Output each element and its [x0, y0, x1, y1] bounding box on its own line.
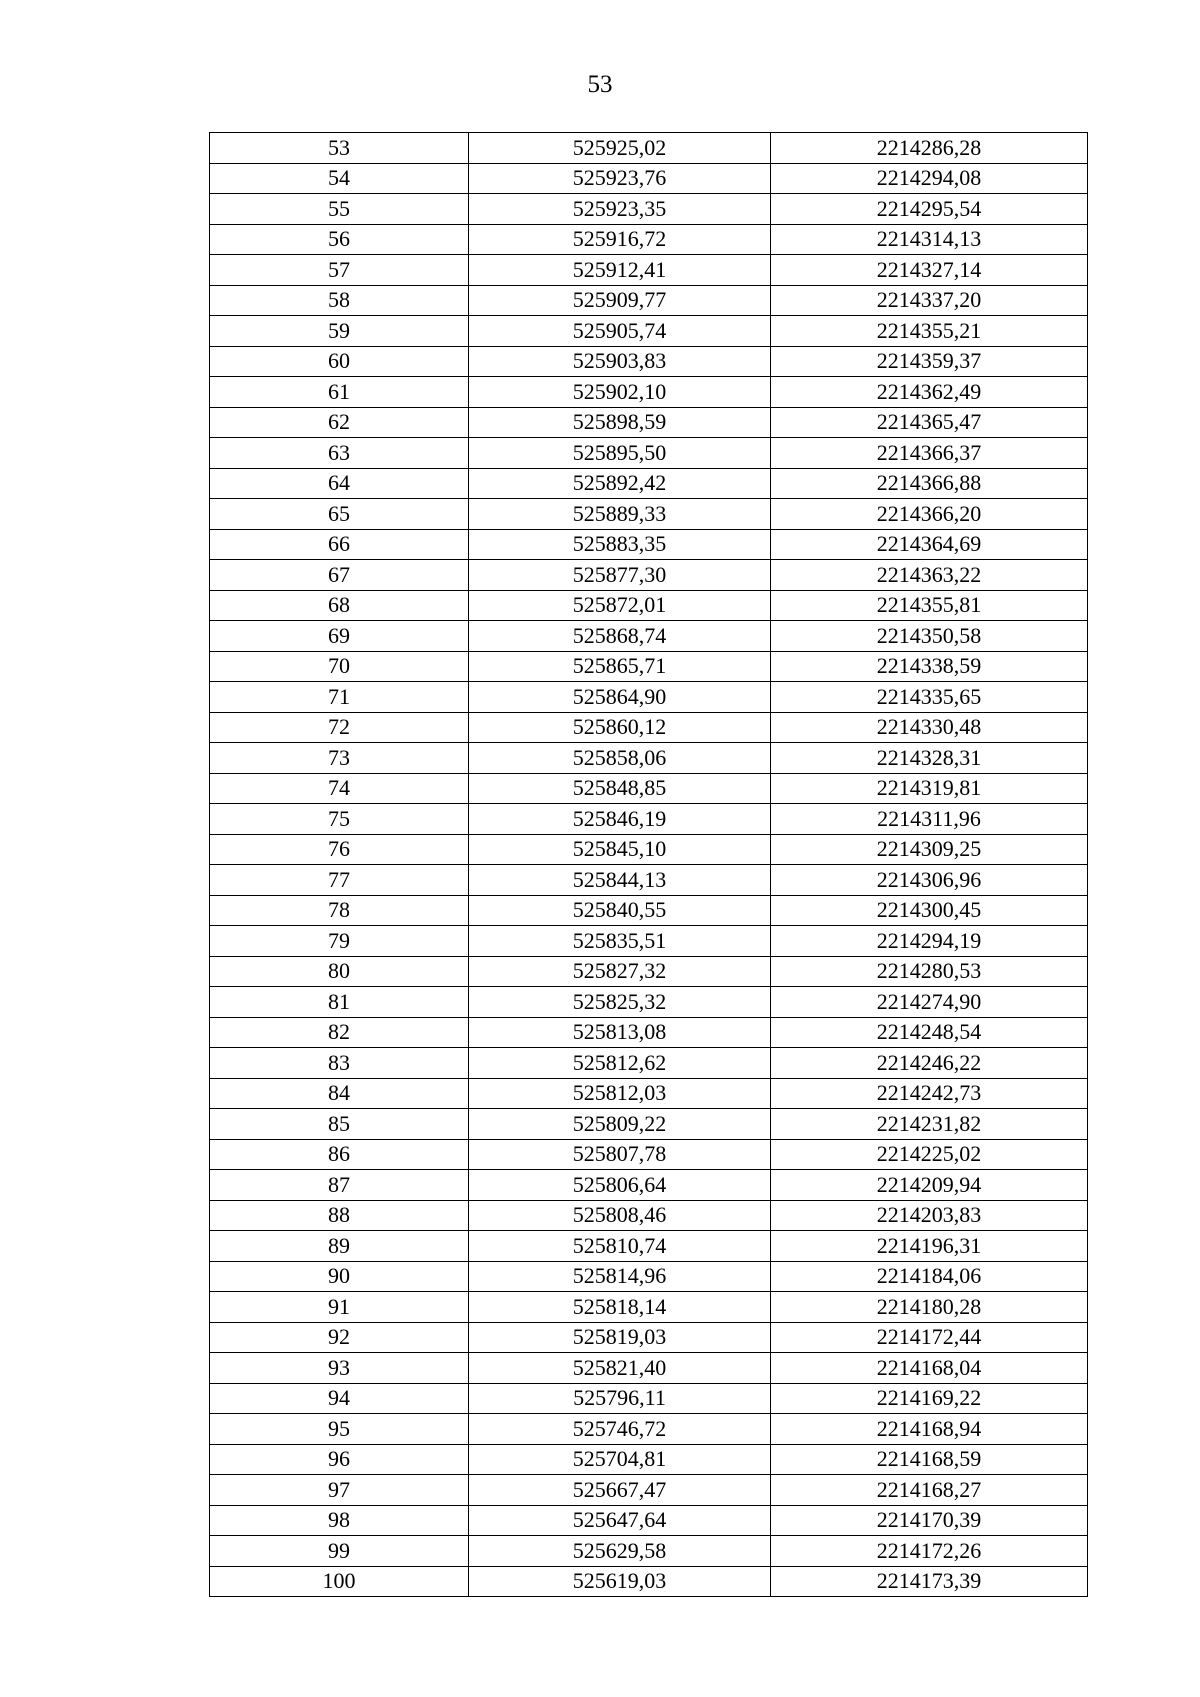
table-row — [210, 133, 1088, 164]
point-number-cell: 100 — [210, 1566, 469, 1597]
x-coordinate-cell: 525865,71 — [469, 651, 771, 682]
y-coordinate-cell: 2214306,96 — [771, 865, 1088, 896]
point-number-cell: 62 — [210, 407, 469, 438]
point-number-cell: 82 — [210, 1017, 469, 1048]
point-number-cell: 61 — [210, 377, 469, 408]
x-coordinate-cell: 525923,35 — [469, 194, 771, 225]
x-coordinate-cell: 525848,85 — [469, 773, 771, 804]
y-coordinate-cell: 2214168,27 — [771, 1475, 1088, 1506]
y-coordinate-cell: 2214172,26 — [771, 1536, 1088, 1567]
x-coordinate-cell: 525872,01 — [469, 590, 771, 621]
x-coordinate-cell: 525844,13 — [469, 865, 771, 896]
point-number-cell: 90 — [210, 1261, 469, 1292]
table-row — [210, 1322, 1088, 1353]
table-row — [210, 224, 1088, 255]
point-number-cell: 66 — [210, 529, 469, 560]
point-number-cell: 84 — [210, 1078, 469, 1109]
point-number-cell: 91 — [210, 1292, 469, 1323]
x-coordinate-cell: 525864,90 — [469, 682, 771, 713]
table-row — [210, 621, 1088, 652]
x-coordinate-cell: 525895,50 — [469, 438, 771, 469]
y-coordinate-cell: 2214359,37 — [771, 346, 1088, 377]
x-coordinate-cell: 525809,22 — [469, 1109, 771, 1140]
table-row — [210, 1414, 1088, 1445]
table-row — [210, 712, 1088, 743]
point-number-cell: 71 — [210, 682, 469, 713]
x-coordinate-cell: 525629,58 — [469, 1536, 771, 1567]
y-coordinate-cell: 2214180,28 — [771, 1292, 1088, 1323]
table-row — [210, 834, 1088, 865]
x-coordinate-cell: 525619,03 — [469, 1566, 771, 1597]
x-coordinate-cell: 525806,64 — [469, 1170, 771, 1201]
table-row — [210, 743, 1088, 774]
x-coordinate-cell: 525810,74 — [469, 1231, 771, 1262]
y-coordinate-cell: 2214328,31 — [771, 743, 1088, 774]
x-coordinate-cell: 525898,59 — [469, 407, 771, 438]
table-row — [210, 1292, 1088, 1323]
point-number-cell: 88 — [210, 1200, 469, 1231]
point-number-cell: 75 — [210, 804, 469, 835]
table-row — [210, 590, 1088, 621]
coordinates-table — [209, 132, 1088, 1597]
point-number-cell: 85 — [210, 1109, 469, 1140]
y-coordinate-cell: 2214231,82 — [771, 1109, 1088, 1140]
table-row — [210, 865, 1088, 896]
table-row — [210, 1383, 1088, 1414]
x-coordinate-cell: 525909,77 — [469, 285, 771, 316]
x-coordinate-cell: 525796,11 — [469, 1383, 771, 1414]
y-coordinate-cell: 2214225,02 — [771, 1139, 1088, 1170]
y-coordinate-cell: 2214246,22 — [771, 1048, 1088, 1079]
y-coordinate-cell: 2214184,06 — [771, 1261, 1088, 1292]
y-coordinate-cell: 2214294,19 — [771, 926, 1088, 957]
y-coordinate-cell: 2214295,54 — [771, 194, 1088, 225]
point-number-cell: 60 — [210, 346, 469, 377]
point-number-cell: 58 — [210, 285, 469, 316]
table-row — [210, 407, 1088, 438]
x-coordinate-cell: 525860,12 — [469, 712, 771, 743]
point-number-cell: 97 — [210, 1475, 469, 1506]
table-row — [210, 1475, 1088, 1506]
x-coordinate-cell: 525807,78 — [469, 1139, 771, 1170]
y-coordinate-cell: 2214168,04 — [771, 1353, 1088, 1384]
point-number-cell: 96 — [210, 1444, 469, 1475]
y-coordinate-cell: 2214364,69 — [771, 529, 1088, 560]
x-coordinate-cell: 525923,76 — [469, 163, 771, 194]
table-row — [210, 1139, 1088, 1170]
point-number-cell: 87 — [210, 1170, 469, 1201]
y-coordinate-cell: 2214168,59 — [771, 1444, 1088, 1475]
y-coordinate-cell: 2214170,39 — [771, 1505, 1088, 1536]
table-row — [210, 1017, 1088, 1048]
table-row — [210, 1200, 1088, 1231]
x-coordinate-cell: 525912,41 — [469, 255, 771, 286]
table-row — [210, 1444, 1088, 1475]
point-number-cell: 55 — [210, 194, 469, 225]
y-coordinate-cell: 2214366,88 — [771, 468, 1088, 499]
x-coordinate-cell: 525845,10 — [469, 834, 771, 865]
y-coordinate-cell: 2214209,94 — [771, 1170, 1088, 1201]
page-number: 53 — [587, 71, 613, 98]
point-number-cell: 95 — [210, 1414, 469, 1445]
table-row — [210, 316, 1088, 347]
x-coordinate-cell: 525825,32 — [469, 987, 771, 1018]
table-row — [210, 651, 1088, 682]
y-coordinate-cell: 2214309,25 — [771, 834, 1088, 865]
point-number-cell: 77 — [210, 865, 469, 896]
coordinates-table-body — [210, 133, 1088, 1597]
point-number-cell: 54 — [210, 163, 469, 194]
point-number-cell: 76 — [210, 834, 469, 865]
table-row — [210, 529, 1088, 560]
y-coordinate-cell: 2214363,22 — [771, 560, 1088, 591]
point-number-cell: 59 — [210, 316, 469, 347]
table-row — [210, 560, 1088, 591]
y-coordinate-cell: 2214327,14 — [771, 255, 1088, 286]
y-coordinate-cell: 2214300,45 — [771, 895, 1088, 926]
x-coordinate-cell: 525840,55 — [469, 895, 771, 926]
table-row — [210, 194, 1088, 225]
y-coordinate-cell: 2214311,96 — [771, 804, 1088, 835]
table-row — [210, 1048, 1088, 1079]
x-coordinate-cell: 525902,10 — [469, 377, 771, 408]
y-coordinate-cell: 2214173,39 — [771, 1566, 1088, 1597]
x-coordinate-cell: 525892,42 — [469, 468, 771, 499]
x-coordinate-cell: 525889,33 — [469, 499, 771, 530]
y-coordinate-cell: 2214355,81 — [771, 590, 1088, 621]
x-coordinate-cell: 525883,35 — [469, 529, 771, 560]
x-coordinate-cell: 525916,72 — [469, 224, 771, 255]
y-coordinate-cell: 2214350,58 — [771, 621, 1088, 652]
x-coordinate-cell: 525877,30 — [469, 560, 771, 591]
table-row — [210, 285, 1088, 316]
table-row — [210, 499, 1088, 530]
table-row — [210, 1566, 1088, 1597]
x-coordinate-cell: 525813,08 — [469, 1017, 771, 1048]
y-coordinate-cell: 2214274,90 — [771, 987, 1088, 1018]
point-number-cell: 93 — [210, 1353, 469, 1384]
x-coordinate-cell: 525827,32 — [469, 956, 771, 987]
table-row — [210, 804, 1088, 835]
table-row — [210, 956, 1088, 987]
point-number-cell: 57 — [210, 255, 469, 286]
y-coordinate-cell: 2214355,21 — [771, 316, 1088, 347]
point-number-cell: 63 — [210, 438, 469, 469]
y-coordinate-cell: 2214196,31 — [771, 1231, 1088, 1262]
point-number-cell: 79 — [210, 926, 469, 957]
x-coordinate-cell: 525814,96 — [469, 1261, 771, 1292]
x-coordinate-cell: 525667,47 — [469, 1475, 771, 1506]
y-coordinate-cell: 2214366,37 — [771, 438, 1088, 469]
y-coordinate-cell: 2214294,08 — [771, 163, 1088, 194]
table-row — [210, 1231, 1088, 1262]
table-row — [210, 438, 1088, 469]
y-coordinate-cell: 2214319,81 — [771, 773, 1088, 804]
point-number-cell: 73 — [210, 743, 469, 774]
point-number-cell: 68 — [210, 590, 469, 621]
y-coordinate-cell: 2214366,20 — [771, 499, 1088, 530]
x-coordinate-cell: 525868,74 — [469, 621, 771, 652]
y-coordinate-cell: 2214280,53 — [771, 956, 1088, 987]
x-coordinate-cell: 525835,51 — [469, 926, 771, 957]
x-coordinate-cell: 525704,81 — [469, 1444, 771, 1475]
y-coordinate-cell: 2214168,94 — [771, 1414, 1088, 1445]
point-number-cell: 98 — [210, 1505, 469, 1536]
y-coordinate-cell: 2214169,22 — [771, 1383, 1088, 1414]
table-row — [210, 682, 1088, 713]
x-coordinate-cell: 525821,40 — [469, 1353, 771, 1384]
table-row — [210, 163, 1088, 194]
point-number-cell: 94 — [210, 1383, 469, 1414]
point-number-cell: 56 — [210, 224, 469, 255]
x-coordinate-cell: 525846,19 — [469, 804, 771, 835]
table-row — [210, 1170, 1088, 1201]
point-number-cell: 92 — [210, 1322, 469, 1353]
x-coordinate-cell: 525812,62 — [469, 1048, 771, 1079]
y-coordinate-cell: 2214242,73 — [771, 1078, 1088, 1109]
table-row — [210, 895, 1088, 926]
y-coordinate-cell: 2214338,59 — [771, 651, 1088, 682]
y-coordinate-cell: 2214365,47 — [771, 407, 1088, 438]
y-coordinate-cell: 2214172,44 — [771, 1322, 1088, 1353]
x-coordinate-cell: 525812,03 — [469, 1078, 771, 1109]
x-coordinate-cell: 525903,83 — [469, 346, 771, 377]
table-row — [210, 346, 1088, 377]
table-row — [210, 1078, 1088, 1109]
point-number-cell: 69 — [210, 621, 469, 652]
x-coordinate-cell: 525808,46 — [469, 1200, 771, 1231]
point-number-cell: 74 — [210, 773, 469, 804]
x-coordinate-cell: 525858,06 — [469, 743, 771, 774]
y-coordinate-cell: 2214314,13 — [771, 224, 1088, 255]
y-coordinate-cell: 2214337,20 — [771, 285, 1088, 316]
point-number-cell: 80 — [210, 956, 469, 987]
table-row — [210, 773, 1088, 804]
table-row — [210, 926, 1088, 957]
x-coordinate-cell: 525819,03 — [469, 1322, 771, 1353]
x-coordinate-cell: 525818,14 — [469, 1292, 771, 1323]
point-number-cell: 89 — [210, 1231, 469, 1262]
point-number-cell: 99 — [210, 1536, 469, 1567]
point-number-cell: 67 — [210, 560, 469, 591]
point-number-cell: 53 — [210, 133, 469, 164]
table-row — [210, 468, 1088, 499]
y-coordinate-cell: 2214203,83 — [771, 1200, 1088, 1231]
point-number-cell: 86 — [210, 1139, 469, 1170]
y-coordinate-cell: 2214248,54 — [771, 1017, 1088, 1048]
y-coordinate-cell: 2214335,65 — [771, 682, 1088, 713]
point-number-cell: 70 — [210, 651, 469, 682]
point-number-cell: 65 — [210, 499, 469, 530]
x-coordinate-cell: 525905,74 — [469, 316, 771, 347]
table-row — [210, 1505, 1088, 1536]
table-row — [210, 255, 1088, 286]
table-row — [210, 1109, 1088, 1140]
y-coordinate-cell: 2214362,49 — [771, 377, 1088, 408]
table-row — [210, 1261, 1088, 1292]
table-row — [210, 1536, 1088, 1567]
y-coordinate-cell: 2214330,48 — [771, 712, 1088, 743]
x-coordinate-cell: 525647,64 — [469, 1505, 771, 1536]
point-number-cell: 72 — [210, 712, 469, 743]
table-row — [210, 377, 1088, 408]
table-row — [210, 987, 1088, 1018]
point-number-cell: 78 — [210, 895, 469, 926]
x-coordinate-cell: 525925,02 — [469, 133, 771, 164]
table-row — [210, 1353, 1088, 1384]
point-number-cell: 81 — [210, 987, 469, 1018]
x-coordinate-cell: 525746,72 — [469, 1414, 771, 1445]
point-number-cell: 83 — [210, 1048, 469, 1079]
point-number-cell: 64 — [210, 468, 469, 499]
y-coordinate-cell: 2214286,28 — [771, 133, 1088, 164]
